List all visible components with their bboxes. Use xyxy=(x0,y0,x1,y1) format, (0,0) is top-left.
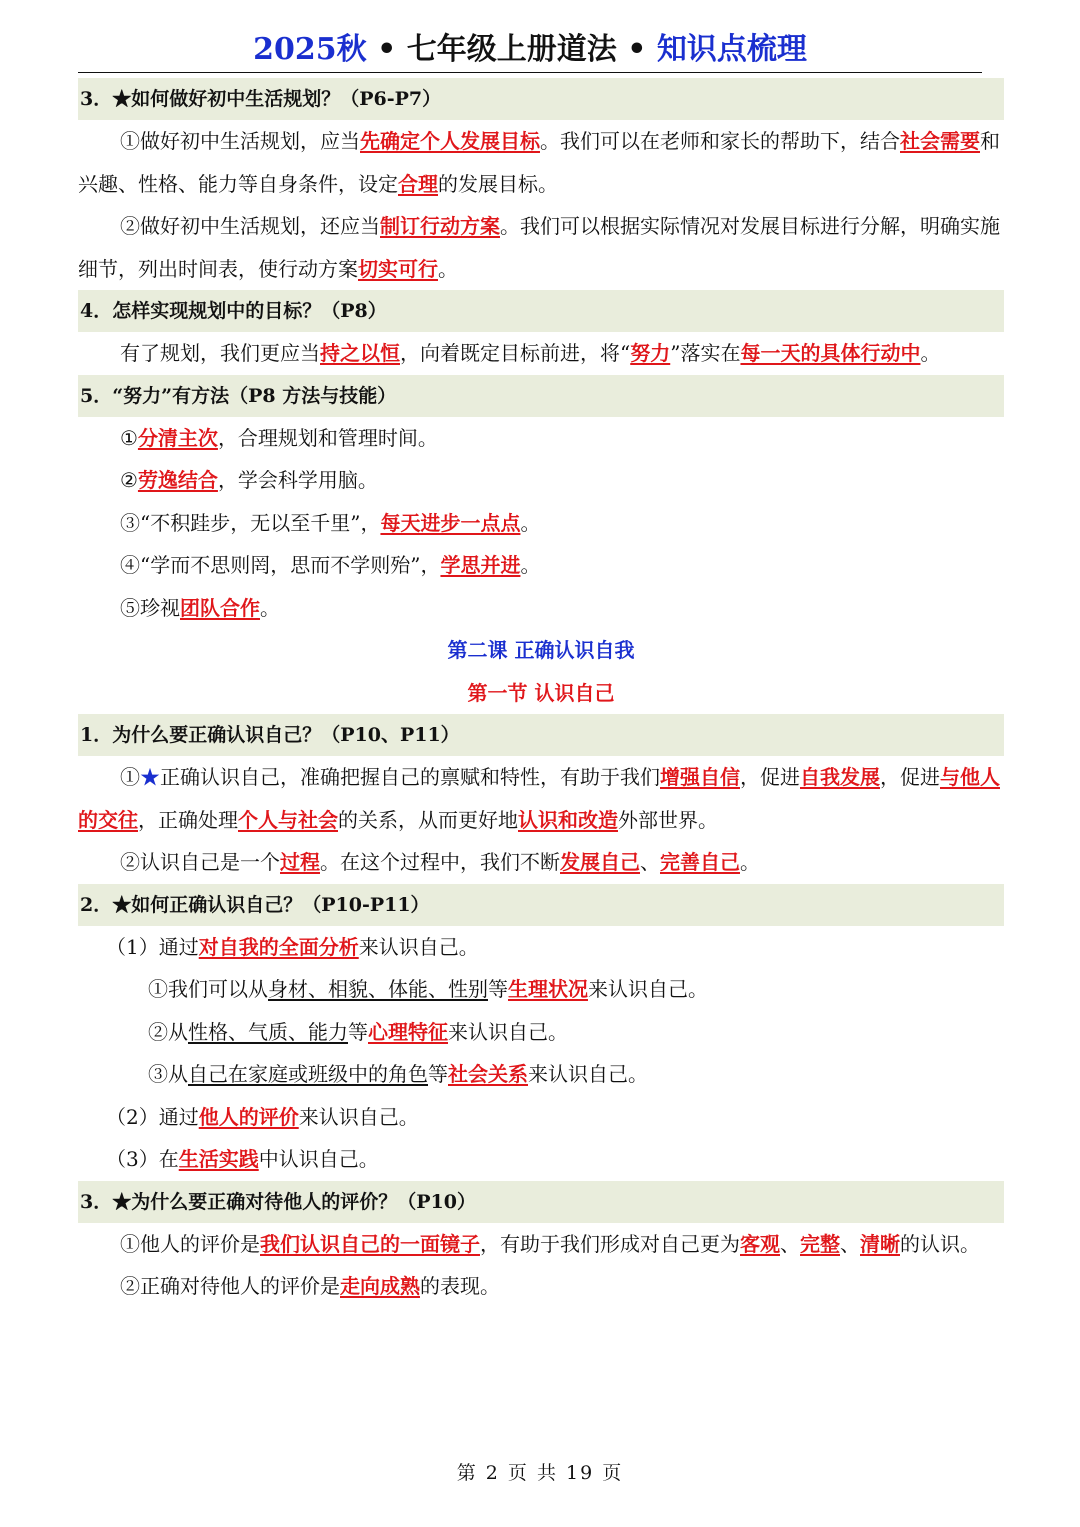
text: ，促进 xyxy=(740,765,800,789)
text: ”落实在 xyxy=(670,341,741,365)
text: 等 xyxy=(488,977,508,1001)
key-point: 自我发展 xyxy=(800,765,880,789)
key-point: 与他人的交往 xyxy=(78,765,1000,832)
text: 。在这个过程中，我们不断 xyxy=(320,850,560,874)
key-point: 生理状况 xyxy=(508,977,588,1001)
lesson-title: 第二课 正确认识自我 xyxy=(447,638,635,662)
text: 的发展目标。 xyxy=(438,171,558,196)
key-point: 持之以恒 xyxy=(320,341,400,365)
key-point: 合理 xyxy=(398,171,438,196)
page-header xyxy=(78,28,982,73)
text: 来认识自己。 xyxy=(298,1104,419,1129)
page-content xyxy=(78,78,1004,1308)
key-point: 学思并进 xyxy=(440,553,521,577)
list-item xyxy=(78,544,1004,587)
answer-paragraph xyxy=(78,1265,1004,1308)
text: ②做好初中生活规划，还应当 xyxy=(120,214,380,238)
text: 。 xyxy=(920,341,941,365)
text: ②认识自己是一个 xyxy=(120,850,280,874)
text: ⑤珍视 xyxy=(120,595,180,620)
text: （1）通过 xyxy=(106,934,199,959)
text: 。 xyxy=(520,510,541,535)
question-heading: 1．为什么要正确认识自己？（P10、P11） xyxy=(78,714,1004,756)
text: 外部世界。 xyxy=(618,807,718,832)
text: ①我们可以从 xyxy=(148,977,268,1001)
text: ①做好初中生活规划，应当 xyxy=(120,129,360,153)
text: ② xyxy=(120,468,138,492)
text: ②正确对待他人的评价是 xyxy=(120,1274,340,1298)
question-heading: 2．★如何正确认识自己？（P10-P11） xyxy=(78,884,1004,926)
text: ①他人的评价是 xyxy=(120,1231,260,1256)
text: 来认识自己。 xyxy=(588,977,708,1001)
answer-paragraph xyxy=(78,120,1004,205)
text: 。 xyxy=(260,595,280,620)
text: 的认识。 xyxy=(900,1231,980,1256)
list-item xyxy=(78,1011,1004,1054)
text: ① xyxy=(120,765,140,789)
key-point: 客观 xyxy=(740,1231,780,1256)
text: （2）通过 xyxy=(106,1104,199,1129)
answer-paragraph xyxy=(78,841,1004,884)
key-point: 清晰 xyxy=(860,1231,900,1256)
list-item xyxy=(78,502,1004,545)
key-point: 对自我的全面分析 xyxy=(198,934,359,959)
text: ③从 xyxy=(148,1062,188,1086)
text: 的表现。 xyxy=(420,1274,500,1298)
key-point: 完善自己 xyxy=(660,850,740,874)
text: ，向着既定目标前进，将“ xyxy=(400,341,631,365)
key-point: 团队合作 xyxy=(180,595,260,620)
key-point: 生活实践 xyxy=(178,1147,259,1171)
list-item xyxy=(78,1096,1004,1139)
list-item xyxy=(78,1138,1004,1181)
text: 、 xyxy=(640,850,660,874)
key-point: 努力 xyxy=(630,341,671,365)
text: （3）在 xyxy=(106,1147,179,1171)
key-point: 心理特征 xyxy=(368,1019,448,1044)
page-number: 第 2 页 共 19 页 xyxy=(456,1462,624,1484)
key-point: 他人的评价 xyxy=(198,1104,299,1129)
question-heading: 3．★为什么要正确对待他人的评价？（P10） xyxy=(78,1181,1004,1223)
underlined-text: 自己在家庭或班级中的角色 xyxy=(188,1062,428,1086)
key-point: 每一天的具体行动中 xyxy=(740,341,921,365)
text: 。我们可以根据实际情况对发展目标进行分解，明确实施细节，列出时间表，使行动方案 xyxy=(78,214,1000,281)
key-point: 我们认识自己的一面镜子 xyxy=(260,1231,480,1256)
text: 正确认识自己，准确把握自己的禀赋和特性，有助于我们 xyxy=(160,765,660,789)
key-point: 先确定个人发展目标 xyxy=(360,129,540,153)
key-point: 每天进步一点点 xyxy=(380,510,521,535)
key-point: 发展自己 xyxy=(560,850,640,874)
key-point: 走向成熟 xyxy=(340,1274,420,1298)
text: 等 xyxy=(428,1062,448,1086)
key-point: 制订行动方案 xyxy=(380,214,500,238)
key-point: 个人与社会 xyxy=(238,807,338,832)
text: 。我们可以在老师和家长的帮助下，结合 xyxy=(540,129,900,153)
text: ，促进 xyxy=(880,765,940,789)
text: 和兴趣、性格、能力等自身条件，设定 xyxy=(78,129,1000,196)
key-point: 过程 xyxy=(280,850,320,874)
list-item xyxy=(78,1053,1004,1096)
key-point: 劳逸结合 xyxy=(137,468,218,492)
header-subject: 七年级上册道法 xyxy=(406,32,617,67)
text: 。 xyxy=(740,850,760,874)
key-point: 社会关系 xyxy=(448,1062,528,1086)
answer-paragraph xyxy=(78,205,1004,290)
list-item xyxy=(78,587,1004,630)
text: ，合理规划和管理时间。 xyxy=(217,425,438,450)
star-icon: ★ xyxy=(140,765,160,789)
text: 来认识自己。 xyxy=(528,1062,648,1086)
list-item xyxy=(78,926,1004,969)
key-point: 社会需要 xyxy=(900,129,980,153)
text: ②从 xyxy=(148,1019,188,1044)
text: 来认识自己。 xyxy=(358,934,479,959)
section-title: 第一节 认识自己 xyxy=(467,680,615,705)
text: ，正确处理 xyxy=(138,807,238,832)
text: ，学会科学用脑。 xyxy=(217,468,378,492)
list-item xyxy=(78,459,1004,502)
answer-paragraph xyxy=(78,1223,1004,1266)
question-heading: 5．“努力”有方法（P8 方法与技能） xyxy=(78,375,1004,417)
text: 有了规划，我们更应当 xyxy=(120,341,320,365)
text: 。 xyxy=(438,256,458,281)
header-bullet: • xyxy=(627,32,647,67)
header-year: 2025秋 xyxy=(253,32,367,67)
underlined-text: 性格、气质、能力 xyxy=(188,1019,348,1044)
text: 。 xyxy=(520,553,541,577)
key-point: 分清主次 xyxy=(137,425,218,450)
answer-paragraph xyxy=(78,332,1004,375)
question-heading: 3．★如何做好初中生活规划？（P6-P7） xyxy=(78,78,1004,120)
text: ，有助于我们形成对自己更为 xyxy=(480,1231,740,1256)
text: 、 xyxy=(840,1231,860,1256)
text: ④“学而不思则罔，思而不学则殆”， xyxy=(120,553,441,577)
list-item xyxy=(78,417,1004,460)
text: 、 xyxy=(780,1231,800,1256)
question-heading: 4．怎样实现规划中的目标？（P8） xyxy=(78,290,1004,332)
answer-paragraph xyxy=(78,756,1004,841)
key-point: 切实可行 xyxy=(358,256,438,281)
header-topic: 知识点梳理 xyxy=(656,32,807,67)
text: 的关系，从而更好地 xyxy=(338,807,518,832)
text: ① xyxy=(120,425,138,450)
key-point: 完整 xyxy=(800,1231,840,1256)
key-point: 认识和改造 xyxy=(518,807,618,832)
text: 中认识自己。 xyxy=(258,1147,379,1171)
key-point: 增强自信 xyxy=(660,765,740,789)
header-bullet: • xyxy=(377,32,397,67)
text: ③“不积跬步，无以至千里”， xyxy=(120,510,381,535)
list-item xyxy=(78,968,1004,1011)
text: 等 xyxy=(348,1019,368,1044)
text: 来认识自己。 xyxy=(448,1019,568,1044)
underlined-text: 身材、相貌、体能、性别 xyxy=(268,977,488,1001)
